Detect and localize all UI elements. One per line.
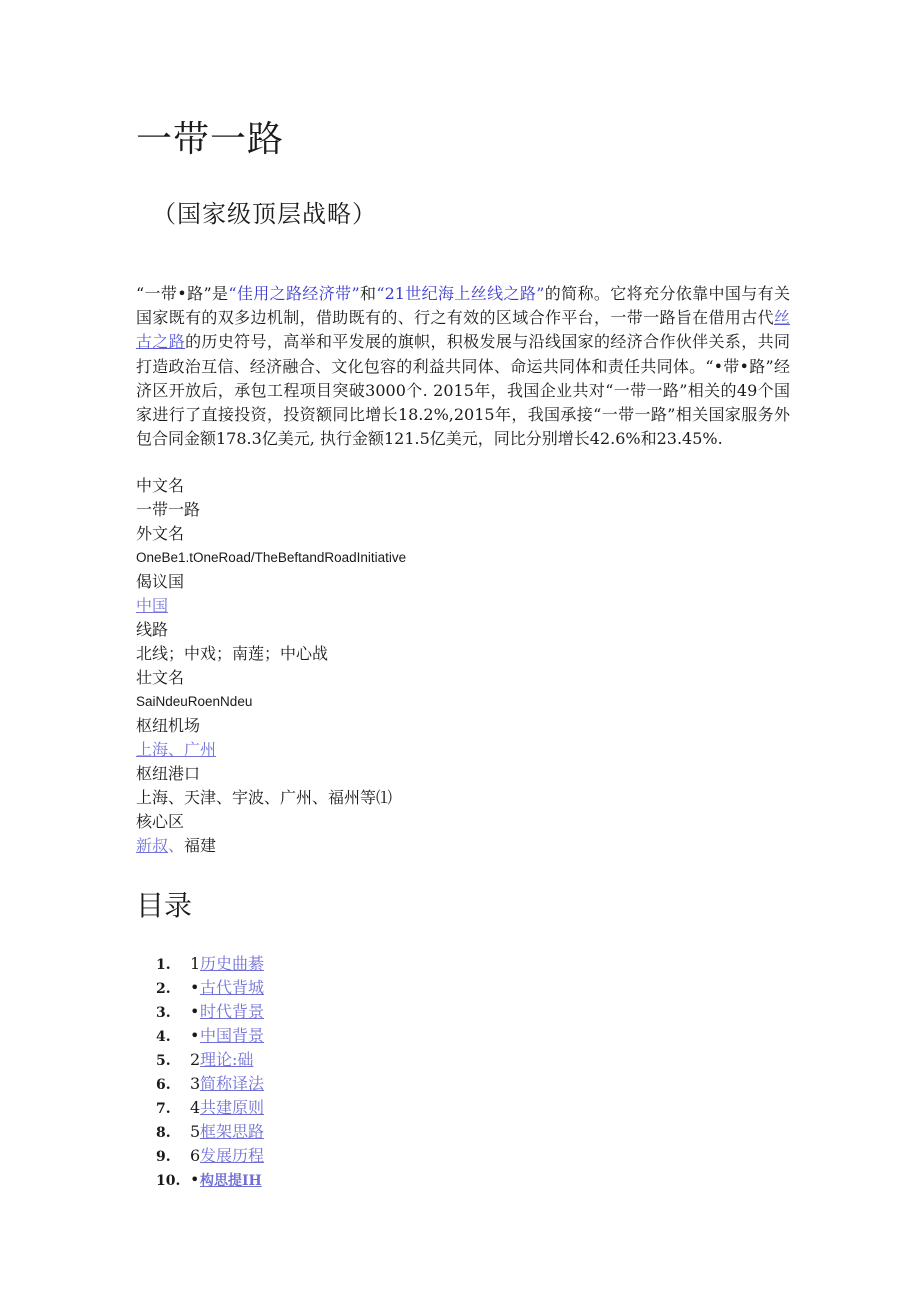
intro-paragraph bbox=[136, 282, 790, 451]
toc-link-framework[interactable]: 框架思路 bbox=[200, 1122, 265, 1141]
toc-item bbox=[156, 1024, 456, 1048]
toc-item bbox=[156, 1144, 456, 1168]
toc-item bbox=[156, 1120, 456, 1144]
intro-text-1: “一带•路”是 bbox=[136, 284, 229, 303]
toc-link-era-background[interactable]: 时代背景 bbox=[200, 1002, 265, 1021]
infobox bbox=[136, 474, 776, 858]
airport-shanghai-link[interactable]: 上海 bbox=[136, 740, 169, 759]
airport-guangzhou-link[interactable]: 广州 bbox=[184, 740, 217, 759]
silk-road-economic-belt-term: “佳用之路经济带” bbox=[228, 284, 360, 303]
info-value-hub-ports: 上海、天津、宇波、广州、福州等⑴ bbox=[136, 788, 393, 807]
toc-item-prefix: • bbox=[190, 978, 200, 997]
toc-link-ancient-background[interactable]: 古代背城 bbox=[200, 978, 265, 997]
toc-item bbox=[156, 1168, 456, 1192]
intro-text-3: 的简称。它将充分依靠中国与有关国家既有的双多边机制，借助既有的、行之有效的区域合作平台，一带一路旨在借用古代 bbox=[136, 284, 790, 328]
toc-title: 目录 bbox=[136, 889, 193, 922]
toc-item-number: 4. bbox=[156, 1029, 171, 1045]
toc-link-history[interactable]: 历史曲綦 bbox=[200, 954, 265, 973]
toc-item-number: 10. bbox=[156, 1173, 181, 1189]
toc-item-number: 9. bbox=[156, 1149, 171, 1165]
toc-item-prefix: 4 bbox=[190, 1098, 201, 1117]
toc-item-number: 3. bbox=[156, 1005, 171, 1021]
toc-item-prefix: 5 bbox=[190, 1122, 201, 1141]
toc-link-theory[interactable]: 理论:础 bbox=[200, 1050, 254, 1069]
intro-text-4: 的历史符号，高举和平发展的旗帜，积极发展与沿线国家的经济合作伙伴关系，共同打造政治互信、经济融合、文化包容的利益共同体、命运共同体和责任共同体。“•带•路”经济区开放后，承包工程项目突破3000个. 2015年，我国企业共对“一带一路”相关的49个国家进行了直接投资，投资额同比增长18.2%,2015年，我国承接“一带一路”相关国家服务外包合同金额178.3亿美元, 执行金额121.5亿美元，同比分别增长42.6%和23.45%. bbox=[136, 332, 790, 449]
info-value-foreign-name: OneBe1.tOneRoad/TheBeftandRoadInitiative bbox=[136, 550, 407, 565]
toc-item-prefix: • bbox=[190, 1002, 200, 1021]
maritime-silk-road-term: “21世纪海上丝线之路” bbox=[376, 284, 545, 303]
toc-link-principles[interactable]: 共建原则 bbox=[200, 1098, 265, 1117]
toc-item-prefix: • bbox=[190, 1170, 200, 1189]
toc-item bbox=[156, 1072, 456, 1096]
info-label-proposer: 偈议国 bbox=[136, 572, 185, 591]
toc-item-prefix: 3 bbox=[190, 1074, 201, 1093]
toc-item bbox=[156, 1000, 456, 1024]
toc-item-number: 5. bbox=[156, 1053, 171, 1069]
info-label-core-area: 核心区 bbox=[136, 812, 185, 831]
info-value-routes: 北线；中戏；南莲；中心战 bbox=[136, 644, 329, 663]
toc-item bbox=[156, 976, 456, 1000]
info-label-hub-ports: 枢纽港口 bbox=[136, 764, 201, 783]
info-label-routes: 线路 bbox=[136, 620, 169, 639]
toc-item bbox=[156, 1048, 456, 1072]
info-label-hub-airports: 枢纽机场 bbox=[136, 716, 201, 735]
toc-item-prefix: 1 bbox=[190, 954, 201, 973]
core-fujian: 福建 bbox=[184, 836, 217, 855]
core-separator: 、 bbox=[168, 836, 185, 855]
info-value-chinese-name: 一带一路 bbox=[136, 500, 201, 519]
toc-item-prefix: • bbox=[190, 1026, 200, 1045]
toc-item-number: 6. bbox=[156, 1077, 171, 1093]
toc-item-number: 7. bbox=[156, 1101, 171, 1117]
page-title: 一带一路 bbox=[136, 119, 285, 160]
intro-text-2: 和 bbox=[359, 284, 377, 303]
airport-separator: 、 bbox=[168, 740, 185, 759]
table-of-contents bbox=[156, 952, 456, 1192]
toc-item-number: 2. bbox=[156, 981, 171, 997]
toc-item-number: 1. bbox=[156, 957, 171, 973]
toc-link-development[interactable]: 发展历程 bbox=[200, 1146, 265, 1165]
proposer-china-link[interactable]: 中国 bbox=[136, 596, 169, 615]
info-label-foreign-name: 外文名 bbox=[136, 524, 185, 543]
toc-item-prefix: 6 bbox=[190, 1146, 201, 1165]
page-subtitle: （国家级顶层战略） bbox=[152, 200, 377, 228]
core-xinjiang-link[interactable]: 新叔 bbox=[136, 836, 169, 855]
toc-item-number: 8. bbox=[156, 1125, 171, 1141]
toc-item-prefix: 2 bbox=[190, 1050, 201, 1069]
info-value-zhuang-name: SaiNdeuRoenNdeu bbox=[136, 694, 253, 709]
toc-link-concept[interactable]: 构思提IH bbox=[200, 1173, 262, 1189]
silk-road-link[interactable]: 丝古之路 bbox=[136, 308, 790, 352]
toc-item bbox=[156, 952, 456, 976]
toc-link-china-background[interactable]: 中国背景 bbox=[200, 1026, 265, 1045]
toc-link-translation[interactable]: 简称译法 bbox=[200, 1074, 265, 1093]
toc-item bbox=[156, 1096, 456, 1120]
info-label-chinese-name: 中文名 bbox=[136, 476, 185, 495]
info-label-zhuang-name: 壮文名 bbox=[136, 668, 185, 687]
